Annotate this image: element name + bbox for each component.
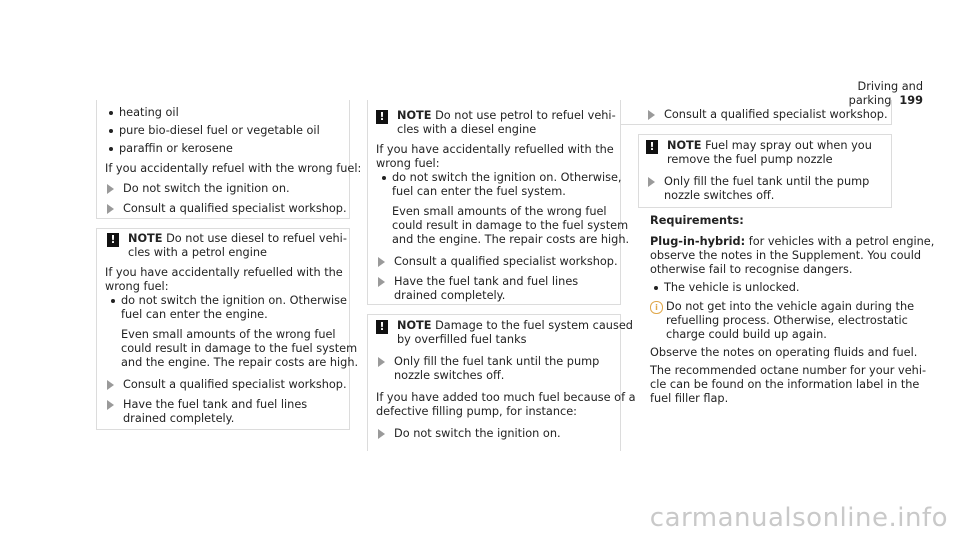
note-body: If you have accidentally refuelled with the	[376, 143, 614, 156]
plugin-hybrid-text: Plug-in-hybrid: for vehicles with a petrol engine,	[650, 235, 935, 248]
note-step-cont: drained completely.	[123, 412, 235, 425]
step-text: Consult a qualified specialist workshop.	[123, 202, 347, 215]
note-heading-cont: cles with a petrol engine	[128, 246, 267, 259]
warning-icon: !	[646, 140, 658, 154]
warning-icon: !	[376, 320, 388, 334]
plugin-hybrid-text-cont: otherwise fail to recognise dangers.	[650, 263, 853, 276]
note-step-cont: nozzle switches off.	[394, 369, 505, 382]
note-body: If you have accidentally refuelled with the	[105, 266, 343, 279]
note-heading: NOTE Do not use petrol to refuel vehi-	[397, 109, 616, 122]
page-number: 199	[899, 93, 923, 107]
step-arrow-icon	[648, 177, 655, 187]
note-step-cont: nozzle switches off.	[664, 189, 775, 202]
note-heading: NOTE Fuel may spray out when you	[667, 139, 872, 152]
note-step-cont: drained completely.	[394, 289, 506, 302]
note-body: defective filling pump, for instance:	[376, 405, 577, 418]
bullet-item: heating oil	[119, 106, 179, 119]
step-arrow-icon	[107, 400, 114, 410]
note-heading-cont: by overfilled fuel tanks	[397, 333, 527, 346]
step-arrow-icon	[378, 429, 385, 439]
step-arrow-icon	[107, 380, 114, 390]
step-arrow-icon	[107, 204, 114, 214]
note-para: and the engine. The repair costs are high.	[121, 356, 359, 369]
note-heading: NOTE Damage to the fuel system caused	[397, 319, 633, 332]
info-text: Do not get into the vehicle again during the	[666, 300, 915, 313]
note-step: Consult a qualified specialist workshop.	[123, 378, 347, 391]
warning-icon: !	[107, 233, 119, 247]
note-heading: NOTE Do not use diesel to refuel vehi-	[128, 232, 347, 245]
note-body: If you have added too much fuel because of a	[376, 391, 636, 404]
octane-text: cle can be found on the information label in the	[650, 378, 920, 391]
warning-icon: !	[376, 110, 388, 124]
requirement-bullet: The vehicle is unlocked.	[664, 281, 800, 294]
info-text: refuelling process. Otherwise, electrostatic	[666, 314, 908, 327]
note-bullet: do not switch the ignition on. Otherwise,	[392, 171, 622, 184]
step-arrow-icon	[378, 277, 385, 287]
note-bullet-cont: fuel can enter the engine.	[121, 308, 268, 321]
note-bullet-cont: fuel can enter the fuel system.	[392, 185, 566, 198]
note-para: and the engine. The repair costs are high.	[392, 233, 630, 246]
watermark: carmanualsonline.info	[649, 503, 948, 533]
note-body: wrong fuel:	[376, 157, 440, 170]
note-para: could result in damage to the fuel system	[392, 219, 629, 232]
step-arrow-icon	[648, 110, 655, 120]
note-para: Even small amounts of the wrong fuel	[392, 205, 607, 218]
step-text: Consult a qualified specialist workshop.	[664, 108, 888, 121]
note-step: Consult a qualified specialist workshop.	[394, 255, 618, 268]
note-body: wrong fuel:	[105, 280, 169, 293]
requirements-title: Requirements:	[650, 214, 744, 227]
note-heading-cont: remove the fuel pump nozzle	[667, 153, 833, 166]
step-arrow-icon	[378, 257, 385, 267]
note-bullet: do not switch the ignition on. Otherwise	[121, 294, 347, 307]
info-icon: i	[650, 301, 663, 314]
note-heading-cont: cles with a diesel engine	[397, 123, 537, 136]
section-title: Driving and parking	[848, 80, 923, 107]
note-para: could result in damage to the fuel system	[121, 342, 358, 355]
step-arrow-icon	[378, 357, 385, 367]
intro-text: If you accidentally refuel with the wrong fuel:	[105, 162, 362, 175]
note-para: Even small amounts of the wrong fuel	[121, 328, 336, 341]
note-step: Have the fuel tank and fuel lines	[394, 275, 579, 288]
step-text: Do not switch the ignition on.	[123, 182, 290, 195]
note-step: Do not switch the ignition on.	[394, 427, 561, 440]
observe-text: Observe the notes on operating fluids and fuel.	[650, 346, 918, 359]
note-step: Only fill the fuel tank until the pump	[394, 355, 600, 368]
bullet-item: paraffin or kerosene	[119, 142, 233, 155]
bullet-item: pure bio-diesel fuel or vegetable oil	[119, 124, 320, 137]
note-step: Only fill the fuel tank until the pump	[664, 175, 870, 188]
plugin-hybrid-text-cont: observe the notes in the Supplement. You could	[650, 249, 922, 262]
note-step: Have the fuel tank and fuel lines	[123, 398, 308, 411]
info-text: charge could build up again.	[666, 328, 827, 341]
step-arrow-icon	[107, 184, 114, 194]
octane-text: fuel filler flap.	[650, 392, 729, 405]
octane-text: The recommended octane number for your vehi-	[650, 364, 927, 377]
